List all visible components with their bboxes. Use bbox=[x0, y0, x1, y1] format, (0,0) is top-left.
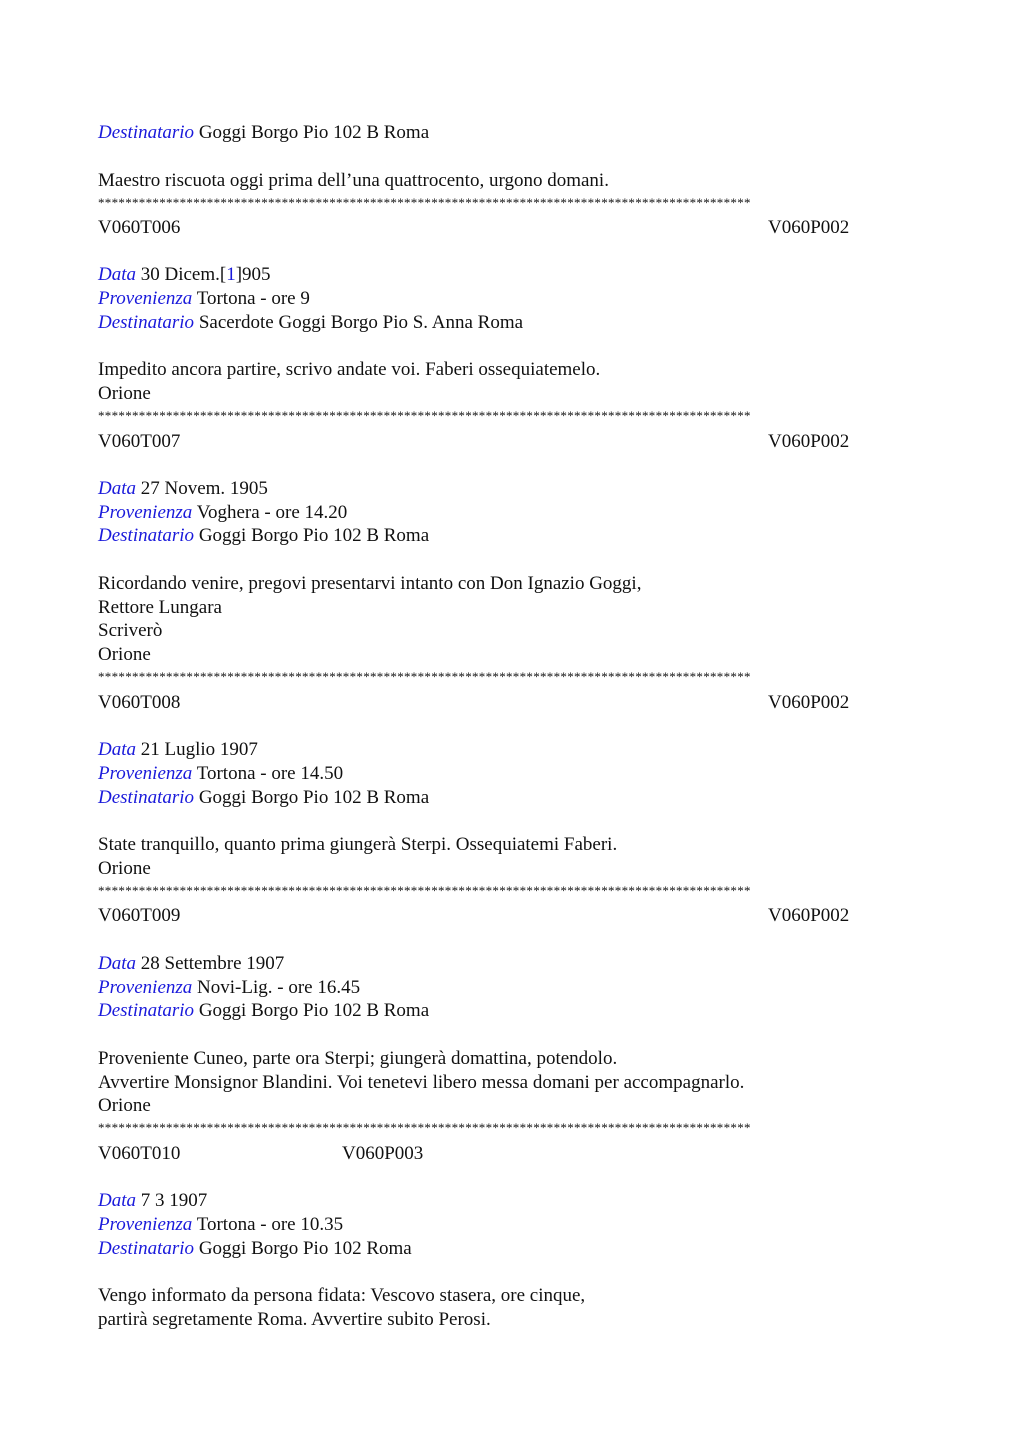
message-line: Scriverò bbox=[98, 620, 163, 641]
message-line: partirà segretamente Roma. Avvertire subito Perosi. bbox=[98, 1309, 491, 1330]
destinatario-label: Destinatario bbox=[98, 525, 195, 546]
message-line: Proveniente Cuneo, parte ora Sterpi; giungerà domattina, potendolo. bbox=[98, 1048, 618, 1069]
destinatario-label: Destinatario bbox=[98, 122, 195, 143]
footnote-reference[interactable]: 1 bbox=[226, 264, 236, 285]
entry-code: V060T009 bbox=[98, 905, 181, 926]
provenienza-value: Novi-Lig. - ore 16.45 bbox=[197, 977, 361, 998]
destinatario-line bbox=[98, 786, 429, 810]
data-label: Data bbox=[98, 478, 136, 499]
data-line bbox=[98, 263, 271, 287]
provenienza-value: Voghera - ore 14.20 bbox=[196, 502, 348, 523]
provenienza-label: Provenienza bbox=[98, 1214, 193, 1235]
message-line: Ricordando venire, pregovi presentarvi intanto con Don Ignazio Goggi, bbox=[98, 573, 642, 594]
provenienza-line bbox=[98, 1213, 343, 1237]
destinatario-line bbox=[98, 1237, 412, 1261]
destinatario-value: Goggi Borgo Pio 102 B Roma bbox=[198, 525, 430, 546]
provenienza-line bbox=[98, 287, 310, 311]
provenienza-label: Provenienza bbox=[98, 763, 193, 784]
signature-line: Orione bbox=[98, 383, 151, 404]
provenienza-label: Provenienza bbox=[98, 288, 193, 309]
destinatario-value: Goggi Borgo Pio 102 B Roma bbox=[198, 122, 430, 143]
destinatario-value: Goggi Borgo Pio 102 B Roma bbox=[198, 1000, 430, 1021]
data-label: Data bbox=[98, 739, 136, 760]
separator: ************************************************************************************************ bbox=[98, 670, 751, 684]
data-value-before-note: 30 Dicem.[ bbox=[140, 264, 227, 285]
data-line bbox=[98, 1189, 207, 1213]
data-label: Data bbox=[98, 1190, 136, 1211]
data-value: 27 Novem. 1905 bbox=[140, 478, 268, 499]
provenienza-label: Provenienza bbox=[98, 977, 193, 998]
destinatario-label: Destinatario bbox=[98, 312, 195, 333]
data-label: Data bbox=[98, 953, 136, 974]
separator: ************************************************************************************************ bbox=[98, 1121, 751, 1135]
data-value: 7 3 1907 bbox=[140, 1190, 208, 1211]
separator: ************************************************************************************************ bbox=[98, 196, 751, 210]
entry-code: V060T006 bbox=[98, 217, 181, 238]
message-line: State tranquillo, quanto prima giungerà Sterpi. Ossequiatemi Faberi. bbox=[98, 834, 618, 855]
provenienza-line bbox=[98, 762, 343, 786]
signature-line: Orione bbox=[98, 644, 151, 665]
data-value: 28 Settembre 1907 bbox=[140, 953, 285, 974]
data-value-after-note: ]905 bbox=[235, 264, 271, 285]
data-value: 21 Luglio 1907 bbox=[140, 739, 258, 760]
intro-destinatario-line bbox=[98, 121, 429, 145]
destinatario-value: Goggi Borgo Pio 102 B Roma bbox=[198, 787, 430, 808]
provenienza-line bbox=[98, 501, 347, 525]
data-label: Data bbox=[98, 264, 136, 285]
entry-code: V060T008 bbox=[98, 692, 181, 713]
intro-text-line: Maestro riscuota oggi prima dell’una quattrocento, urgono domani. bbox=[98, 170, 609, 191]
message-line: Avvertire Monsignor Blandini. Voi tenetevi libero messa domani per accompagnarlo. bbox=[98, 1072, 745, 1093]
destinatario-label: Destinatario bbox=[98, 1000, 195, 1021]
destinatario-line bbox=[98, 999, 429, 1023]
destinatario-line bbox=[98, 311, 523, 335]
entry-page-code: V060P002 bbox=[768, 905, 850, 926]
destinatario-label: Destinatario bbox=[98, 1238, 195, 1259]
provenienza-value: Tortona - ore 14.50 bbox=[196, 763, 344, 784]
entry-code: V060T007 bbox=[98, 431, 181, 452]
message-line: Vengo informato da persona fidata: Vescovo stasera, ore cinque, bbox=[98, 1285, 586, 1306]
destinatario-line bbox=[98, 524, 429, 548]
destinatario-value: Sacerdote Goggi Borgo Pio S. Anna Roma bbox=[198, 312, 524, 333]
entry-page-code: V060P002 bbox=[768, 431, 850, 452]
entry-code: V060T010 bbox=[98, 1143, 181, 1164]
entry-page-code: V060P003 bbox=[342, 1143, 424, 1164]
destinatario-value: Goggi Borgo Pio 102 Roma bbox=[198, 1238, 412, 1259]
message-line: Rettore Lungara bbox=[98, 597, 222, 618]
signature-line: Orione bbox=[98, 858, 151, 879]
provenienza-value: Tortona - ore 9 bbox=[196, 288, 310, 309]
destinatario-label: Destinatario bbox=[98, 787, 195, 808]
entry-page-code: V060P002 bbox=[768, 217, 850, 238]
message-line: Impedito ancora partire, scrivo andate voi. Faberi ossequiatemelo. bbox=[98, 359, 601, 380]
signature-line: Orione bbox=[98, 1095, 151, 1116]
provenienza-value: Tortona - ore 10.35 bbox=[196, 1214, 344, 1235]
entry-page-code: V060P002 bbox=[768, 692, 850, 713]
data-line bbox=[98, 738, 258, 762]
provenienza-label: Provenienza bbox=[98, 502, 193, 523]
separator: ************************************************************************************************ bbox=[98, 884, 751, 898]
provenienza-line bbox=[98, 976, 360, 1000]
data-line bbox=[98, 477, 268, 501]
separator: ************************************************************************************************ bbox=[98, 409, 751, 423]
data-line bbox=[98, 952, 284, 976]
